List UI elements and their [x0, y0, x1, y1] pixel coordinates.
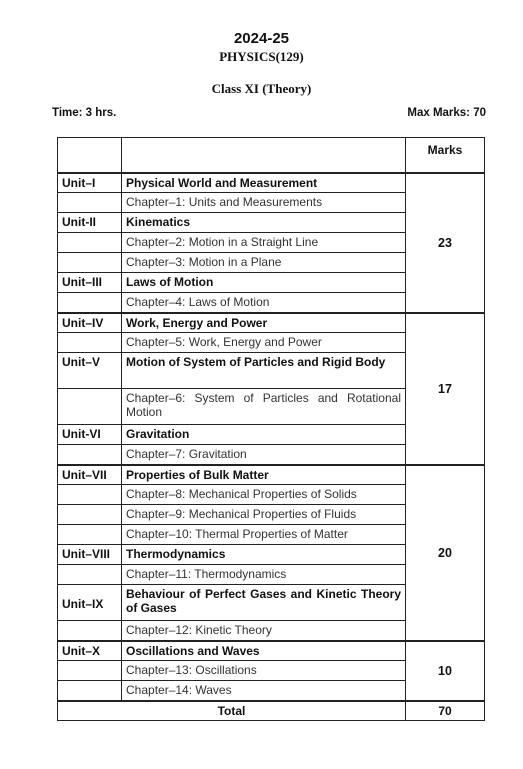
unit-label-empty	[58, 505, 122, 525]
unit-label-empty	[58, 445, 122, 465]
unit-label-empty	[58, 293, 122, 313]
total-label: Total	[58, 701, 406, 721]
unit-label-empty	[58, 621, 122, 641]
table-row	[58, 641, 485, 661]
syllabus-table	[57, 137, 485, 721]
chapter-title: Chapter–5: Work, Energy and Power	[122, 333, 406, 353]
unit-label: Unit–VIII	[58, 545, 122, 565]
header-unit-cell	[58, 138, 122, 173]
unit-label: Unit–X	[58, 641, 122, 661]
chapter-title: Chapter–4: Laws of Motion	[122, 293, 406, 313]
chapter-title: Chapter–7: Gravitation	[122, 445, 406, 465]
marks-header: Marks	[406, 138, 485, 173]
session-year: 2024-25	[233, 30, 290, 47]
chapter-title: Chapter–1: Units and Measurements	[122, 193, 406, 213]
max-marks-label: Max Marks: 70	[407, 107, 486, 119]
unit-title: Motion of System of Particles and Rigid Body	[122, 353, 406, 389]
unit-label: Unit-II	[58, 213, 122, 233]
chapter-title: Chapter–11: Thermodynamics	[122, 565, 406, 585]
class-title: Class XI (Theory)	[211, 81, 312, 96]
table-row	[58, 173, 485, 193]
unit-title: Kinematics	[122, 213, 406, 233]
chapter-title: Chapter–6: System of Particles and Rotational Motion	[122, 389, 406, 425]
table-row	[58, 313, 485, 333]
unit-title: Work, Energy and Power	[122, 313, 406, 333]
unit-label-empty	[58, 253, 122, 273]
unit-label-empty	[58, 681, 122, 701]
chapter-title: Chapter–10: Thermal Properties of Matter	[122, 525, 406, 545]
unit-label: Unit–IV	[58, 313, 122, 333]
unit-label-empty	[58, 389, 122, 425]
chapter-title: Chapter–8: Mechanical Properties of Solids	[122, 485, 406, 505]
unit-label-empty	[58, 525, 122, 545]
unit-label-empty	[58, 661, 122, 681]
unit-marks: 17	[406, 313, 485, 465]
unit-label-empty	[58, 193, 122, 213]
unit-title: Laws of Motion	[122, 273, 406, 293]
unit-title: Properties of Bulk Matter	[122, 465, 406, 485]
unit-title: Physical World and Measurement	[122, 173, 406, 193]
unit-title: Gravitation	[122, 425, 406, 445]
total-value: 70	[406, 701, 485, 721]
chapter-title: Chapter–3: Motion in a Plane	[122, 253, 406, 273]
unit-title: Oscillations and Waves	[122, 641, 406, 661]
unit-label: Unit–IX	[58, 585, 122, 621]
unit-label-empty	[58, 233, 122, 253]
unit-label: Unit–III	[58, 273, 122, 293]
unit-label-empty	[58, 565, 122, 585]
chapter-title: Chapter–2: Motion in a Straight Line	[122, 233, 406, 253]
unit-label-empty	[58, 333, 122, 353]
chapter-title: Chapter–13: Oscillations	[122, 661, 406, 681]
table-row	[58, 465, 485, 485]
subject-title: PHYSICS(129)	[219, 49, 304, 64]
chapter-title: Chapter–12: Kinetic Theory	[122, 621, 406, 641]
chapter-title: Chapter–14: Waves	[122, 681, 406, 701]
unit-title: Behaviour of Perfect Gases and Kinetic Theory of Gases	[122, 585, 406, 621]
unit-marks: 10	[406, 641, 485, 701]
unit-label: Unit–V	[58, 353, 122, 389]
unit-label-empty	[58, 485, 122, 505]
unit-label: Unit-VI	[58, 425, 122, 445]
unit-marks: 23	[406, 173, 485, 313]
total-row	[58, 701, 485, 721]
time-label: Time: 3 hrs.	[52, 107, 117, 119]
header-title-cell	[122, 138, 406, 173]
unit-label: Unit–I	[58, 173, 122, 193]
unit-title: Thermodynamics	[122, 545, 406, 565]
table-header-row	[58, 138, 485, 173]
chapter-title: Chapter–9: Mechanical Properties of Fluids	[122, 505, 406, 525]
unit-marks: 20	[406, 465, 485, 641]
unit-label: Unit–VII	[58, 465, 122, 485]
